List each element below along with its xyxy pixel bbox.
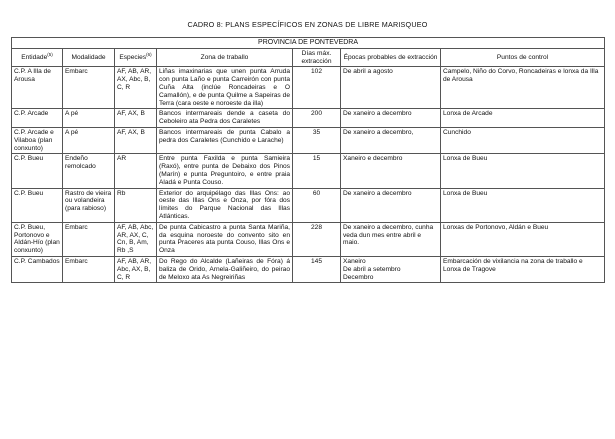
cell-entidade: C.P. Cambados [12,256,63,282]
header-zona: Zona de traballo [157,48,293,67]
cell-dias: 15 [293,154,341,188]
header-especies: Especies$^{(6)}$ [115,48,157,67]
cell-especies: AF, AX, B [115,109,157,128]
cell-dias: 200 [293,109,341,128]
cell-modalidade: Embarc [63,222,115,256]
table-row [12,222,605,256]
cell-puntos: Lonxa de Arcade [441,109,605,128]
cell-especies: AF, AB, AR, Abc, AX, B, C, R [115,256,157,282]
cell-entidade: C.P. Arcade [12,109,63,128]
cell-epocas: De xaneiro a decembro, [341,127,441,153]
cell-dias: 35 [293,127,341,153]
cell-especies: AF, AX, B [115,127,157,153]
document-title: CADRO 8: PLANS ESPECÍFICOS EN ZONAS DE LIBRE MARISQUEO [187,20,428,29]
cell-epocas: Xaneiro De abril a setembro Decembro [341,256,441,282]
cell-especies: AR [115,154,157,188]
table-row [12,109,605,128]
cell-modalidade: A pé [63,127,115,153]
cell-epocas: De xaneiro a decembro, cunha veda dun mes entre abril e maio. [341,222,441,256]
cell-zona: Bancos intermareais de punta Cabalo a pedra dos Caraletes (Cunchido e Larache) [157,127,293,153]
table-row [12,256,605,282]
cell-modalidade: A pé [63,109,115,128]
table-row [12,67,605,109]
cell-dias: 145 [293,256,341,282]
table-row [12,154,605,188]
cell-zona: Bancos intermareais dende a caseta do Ceboleiro ata Pedra dos Caraletes [157,109,293,128]
cell-epocas: De abril a agosto [341,67,441,109]
cell-modalidade: Embarc [63,67,115,109]
cell-puntos: Lonxa de Bueu [441,188,605,222]
cell-zona: Do Rego do Alcalde (Lañeiras de Fóra) á baliza de Orido, Arnela-Galiñeiro, do peirao de Meloxo ata As Negreiriñas [157,256,293,282]
cell-entidade: C.P. Arcade e Vilaboa (plan conxunto) [12,127,63,153]
cell-modalidade: Endeño remolcado [63,154,115,188]
table-row [12,127,605,153]
cell-epocas: Xaneiro e decembro [341,154,441,188]
cell-modalidade: Embarc [63,256,115,282]
header-epocas: Épocas probables de extracción [341,48,441,67]
province-label: PROVINCIA DE PONTEVEDRA [12,38,605,49]
plans-table [11,37,605,283]
cell-puntos: Cunchido [441,127,605,153]
cell-entidade: C.P. Bueu [12,154,63,188]
cell-entidade: C.P. Bueu, Portonovo e Aldán-Hío (plan conxunto) [12,222,63,256]
cell-puntos: Campelo, Niño do Corvo, Roncadeiras e lonxa da Illa de Arousa [441,67,605,109]
cell-epocas: De xaneiro a decembro [341,188,441,222]
province-row [12,38,605,49]
header-modalidade: Modalidade [63,48,115,67]
cell-entidade: C.P. A Illa de Arousa [12,67,63,109]
cell-puntos: Embarcación de vixilancia na zona de traballo e Lonxa de Tragove [441,256,605,282]
cell-zona: Exterior do arquipélago das Illas Ons: ao oeste das Illas Ons e Onza, por fóra dos límites do Parque Nacional das Illas Atlánticas. [157,188,293,222]
cell-especies: AF, AB, AR, AX, Abc, B, C, R [115,67,157,109]
cell-dias: 228 [293,222,341,256]
header-puntos: Puntos de control [441,48,605,67]
cell-entidade: C.P. Bueu [12,188,63,222]
header-dias: Días máx. extracción [293,48,341,67]
cell-epocas: De xaneiro a decembro [341,109,441,128]
table-row [12,188,605,222]
cell-puntos: Lonxas de Portonovo, Aldán e Bueu [441,222,605,256]
cell-puntos: Lonxa de Bueu [441,154,605,188]
header-entidade: Entidade$^{(5)}$ [12,48,63,67]
cell-zona: Liñas imaxinarias que unen punta Arruda con punta Laño e punta Carreirón con punta Cuña Alta (inclúe Roncadeiras e O Camallón), e de punta Quilme a Sapeiras de Terra (cara oeste e noroeste da illa) [157,67,293,109]
cell-zona: De punta Cabicastro a punta Santa Mariña, da esquina noroeste do convento sito en punta Praceres ata punta Couso, Illas Ons e Onza [157,222,293,256]
cell-especies: Rb [115,188,157,222]
cell-zona: Entre punta Faxilda e punta Samieira (Raxó), entre punta de Debaixo dos Pinos (Marín) e punta Preguntoiro, e entre praia Aladá e Punta Couso. [157,154,293,188]
cell-dias: 102 [293,67,341,109]
header-row [12,48,605,67]
cell-especies: AF, AB, Abc, AR, AX, C, Cn, B, Am, Rb ,S [115,222,157,256]
cell-dias: 60 [293,188,341,222]
cell-modalidade: Rastro de vieira ou volandeira (para rabioso) [63,188,115,222]
